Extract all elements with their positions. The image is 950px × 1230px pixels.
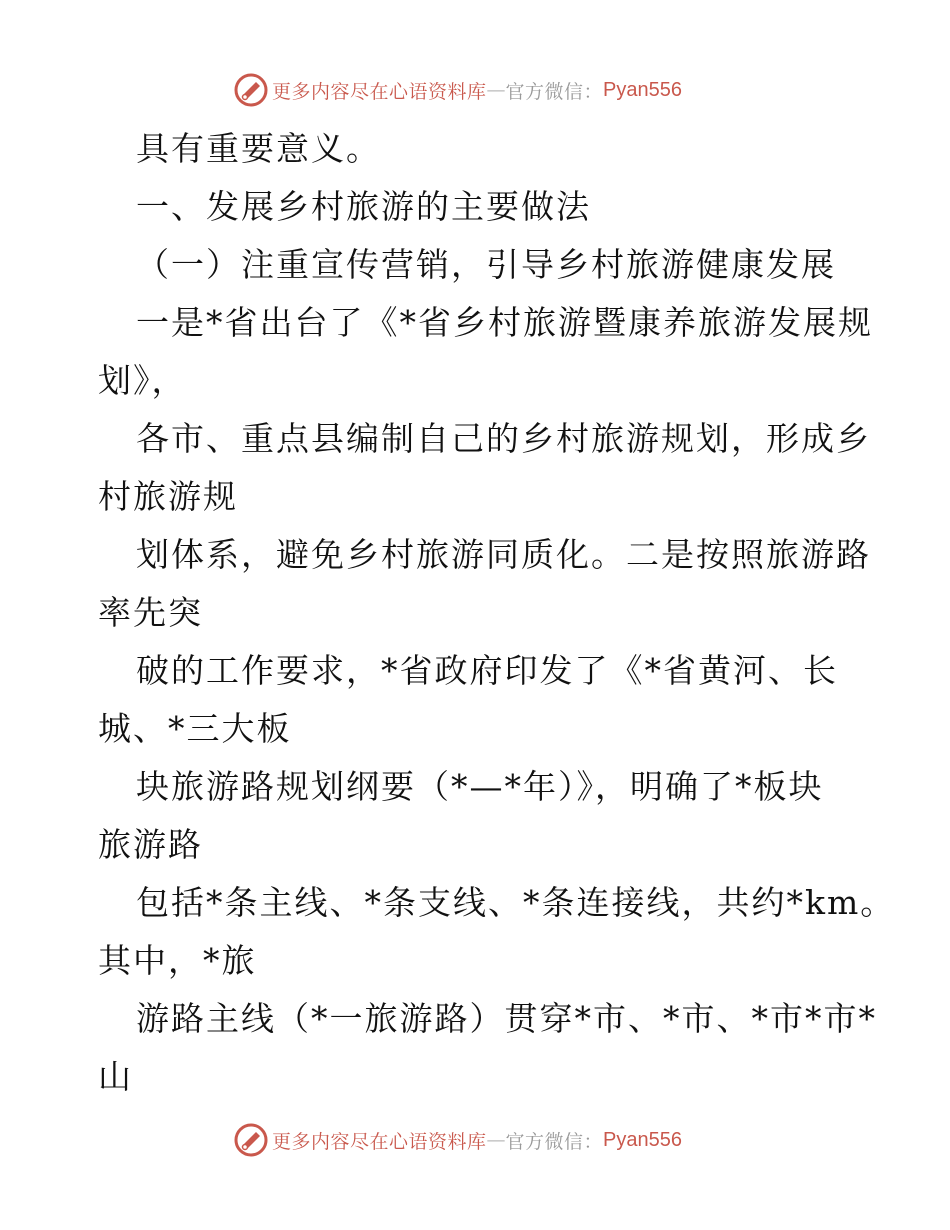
footer-wechat-label: 官方微信： [505,1130,604,1153]
body-line: 具有重要意义。 [136,129,381,168]
body-line: 山 [98,1057,133,1096]
footer-separator: — [486,1129,506,1151]
footer-wechat-id: Pyan556 [603,1128,682,1151]
body-line: 各市、重点县编制自己的乡村旅游规划，形成乡 [136,419,871,458]
header-wechat-id: Pyan556 [603,78,682,101]
body-line: 游路主线（*一旅游路）贯穿*市、*市、*市*市* [136,999,877,1038]
body-line: 划》， [98,361,187,400]
body-line: 包括*条主线、*条支线、*条连接线，共约*km。 [136,883,896,922]
body-line: 破的工作要求，*省政府印发了《*省黄河、长 [136,651,838,690]
body-line: 其中，*旅 [98,941,257,980]
logo-icon [234,1123,268,1157]
footer-text: 更多内容尽在心语资料库 [272,1130,487,1153]
section-heading: 一、发展乡村旅游的主要做法 [136,187,591,226]
footer-banner [234,1120,682,1160]
body-line: 率先突 [98,593,203,632]
header-wechat-label: 官方微信： [505,80,604,103]
body-line: 城、*三大板 [98,709,292,748]
document-body [98,120,896,1106]
body-line: 划体系，避免乡村旅游同质化。二是按照旅游路 [136,535,871,574]
header-banner [234,70,682,110]
subsection-heading: （一）注重宣传营销，引导乡村旅游健康发展 [136,245,836,284]
body-line: 块旅游路规划纲要（*—*年）》，明确了*板块 [136,767,824,806]
body-line: 旅游路 [98,825,203,864]
header-text: 更多内容尽在心语资料库 [272,80,487,103]
body-line: 村旅游规 [98,477,238,516]
body-line: 一是*省出台了《*省乡村旅游暨康养旅游发展规 [136,303,873,342]
header-separator: — [486,79,506,101]
logo-icon [234,73,268,107]
